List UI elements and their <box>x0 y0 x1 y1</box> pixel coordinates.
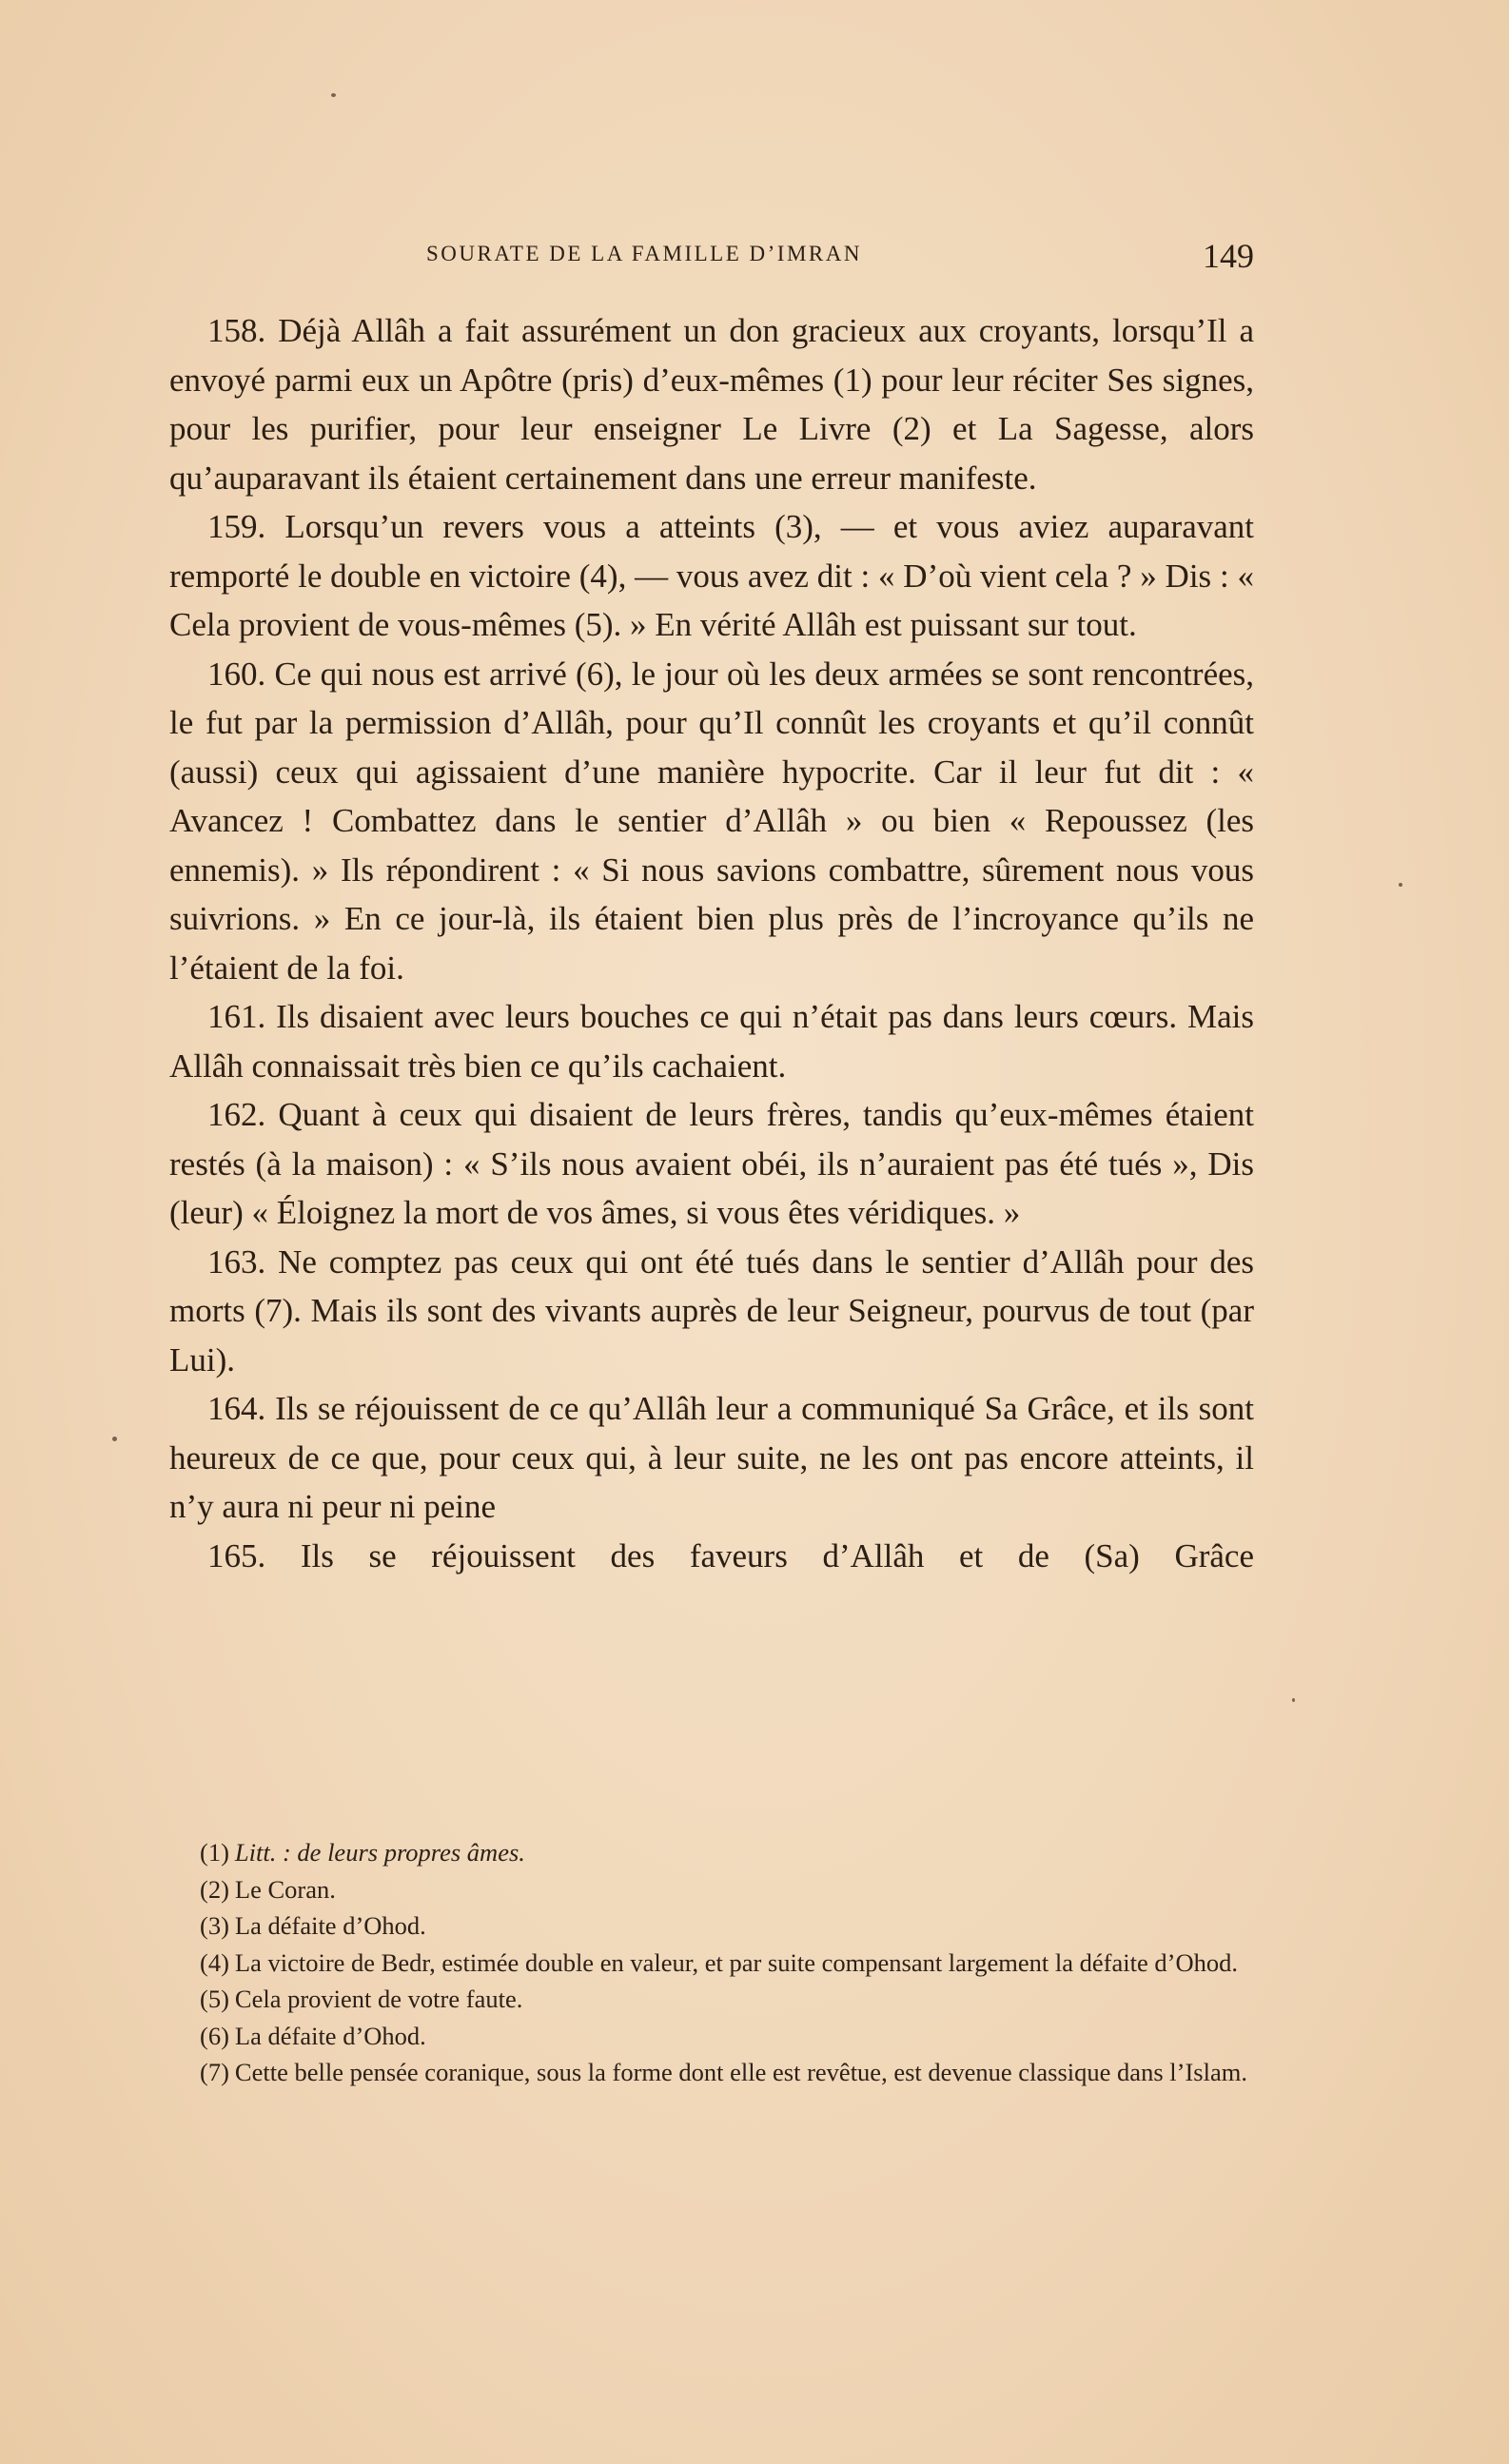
verse-number: 159. <box>207 508 266 545</box>
footnotes-block <box>166 1834 1256 2091</box>
verse-text: Ne comptez pas ceux qui ont été tués dans le sentier d’Allâh pour des morts (7). Mais ils sont des vivants auprès de leur Seigneur, pourvus de tout (par Lui). <box>169 1242 1255 1379</box>
footnote-3 <box>166 1907 1256 1945</box>
paper-speck <box>1292 1698 1295 1702</box>
verse-text: Déjà Allâh a fait assurément un don gracieux aux croyants, lorsqu’Il a envoyé parmi eux un Apôtre (pris) d’eux-mêmes (1) pour leur réciter Ses signes, pour les purifier, pour leur enseigner Le Livre (2) et La Sagesse, alors qu’auparavant ils étaient certainement dans une erreur manifeste. <box>169 312 1254 497</box>
footnote-number: (2) <box>200 1874 229 1904</box>
verse-text: Ils se réjouissent des faveurs d’Allâh et de (Sa) Grâce <box>300 1536 1254 1574</box>
footnote-text: Cette belle pensée coranique, sous la forme dont elle est revêtue, est devenue classique dans l’Islam. <box>234 2058 1247 2086</box>
paper-speck <box>112 1437 117 1441</box>
footnote-text: La défaite d’Ohod. <box>234 2021 426 2050</box>
verse-number: 165. <box>207 1536 266 1574</box>
paper-speck <box>331 93 336 97</box>
footnote-text: Cela provient de votre faute. <box>234 1985 523 2013</box>
footnote-text: Litt. : de leurs propres âmes. <box>234 1838 525 1867</box>
footnote-2 <box>166 1871 1256 1908</box>
verse-number: 160. <box>207 655 266 693</box>
verse-161 <box>169 992 1254 1090</box>
verse-number: 164. <box>207 1390 266 1427</box>
footnote-6 <box>166 2018 1256 2055</box>
footnote-number: (7) <box>200 2058 229 2086</box>
footnote-number: (1) <box>200 1838 229 1867</box>
footnote-4 <box>166 1945 1256 1982</box>
verse-number: 158. <box>207 312 266 349</box>
footnote-7 <box>166 2054 1256 2091</box>
page-header <box>171 236 1254 274</box>
verse-text: Quant à ceux qui disaient de leurs frères, tandis qu’eux-mêmes étaient restés (à la maison) : « S’ils nous avaient obéi, ils n’auraient pas été tués », Dis (leur) « Éloignez la mort de vos âmes, si vous êtes véridiques. » <box>169 1096 1254 1231</box>
footnote-number: (6) <box>200 2021 229 2050</box>
verse-number: 161. <box>207 998 266 1035</box>
verse-164 <box>169 1384 1254 1532</box>
verse-158 <box>169 306 1254 502</box>
verse-162 <box>169 1090 1254 1238</box>
footnote-number: (4) <box>200 1947 229 1977</box>
verse-text: Lorsqu’un revers vous a atteints (3), — et vous aviez auparavant remporté le double en victoire (4), — vous avez dit : « D’où vient cela ? » Dis : « Cela provient de vous-mêmes (5). » En vérité Allâh est puissant sur tout. <box>169 508 1255 643</box>
verse-163 <box>169 1238 1254 1385</box>
verse-text: Ce qui nous est arrivé (6), le jour où les deux armées se sont rencontrées, le fut par la permission d’Allâh, pour qu’Il connût les croyants et qu’il connût (aussi) ceux qui agissaient d’une manière hypocrite. Car il leur fut dit : « Avancez ! Combattez dans le sentier d’Allâh » ou bien « Repoussez (les ennemis). » Ils répondirent : « Si nous savions combattre, sûrement nous vous suivrions. » En ce jour-là, ils étaient bien plus près de l’incroyance qu’ils ne l’étaient de la foi. <box>169 655 1255 987</box>
footnote-text: La victoire de Bedr, estimée double en valeur, et par suite compensant largement la défaite d’Ohod. <box>234 1947 1238 1977</box>
footnote-5 <box>166 1981 1256 2018</box>
verse-165 <box>169 1532 1254 1581</box>
verse-160 <box>169 650 1254 993</box>
footnote-text: La défaite d’Ohod. <box>234 1911 426 1940</box>
verse-159 <box>169 502 1254 650</box>
page-number: 149 <box>1203 237 1254 275</box>
verse-number: 163. <box>207 1242 266 1281</box>
footnote-text: Le Coran. <box>234 1874 336 1904</box>
paper-speck <box>1399 883 1402 887</box>
footnote-number: (5) <box>200 1985 229 2013</box>
verses-block <box>169 306 1254 1580</box>
footnote-number: (3) <box>200 1911 229 1940</box>
verse-text: Ils disaient avec leurs bouches ce qui n’était pas dans leurs cœurs. Mais Allâh connaissait très bien ce qu’ils cachaient. <box>169 998 1254 1085</box>
verse-number: 162. <box>207 1096 266 1133</box>
running-title: SOURATE DE LA FAMILLE D’IMRAN <box>426 242 862 265</box>
verse-text: Ils se réjouissent de ce qu’Allâh leur a communiqué Sa Grâce, et ils sont heureux de ce que, pour ceux qui, à leur suite, ne les ont pas encore atteints, il n’y aura ni peur ni peine <box>169 1390 1254 1525</box>
footnote-1 <box>166 1834 1256 1871</box>
